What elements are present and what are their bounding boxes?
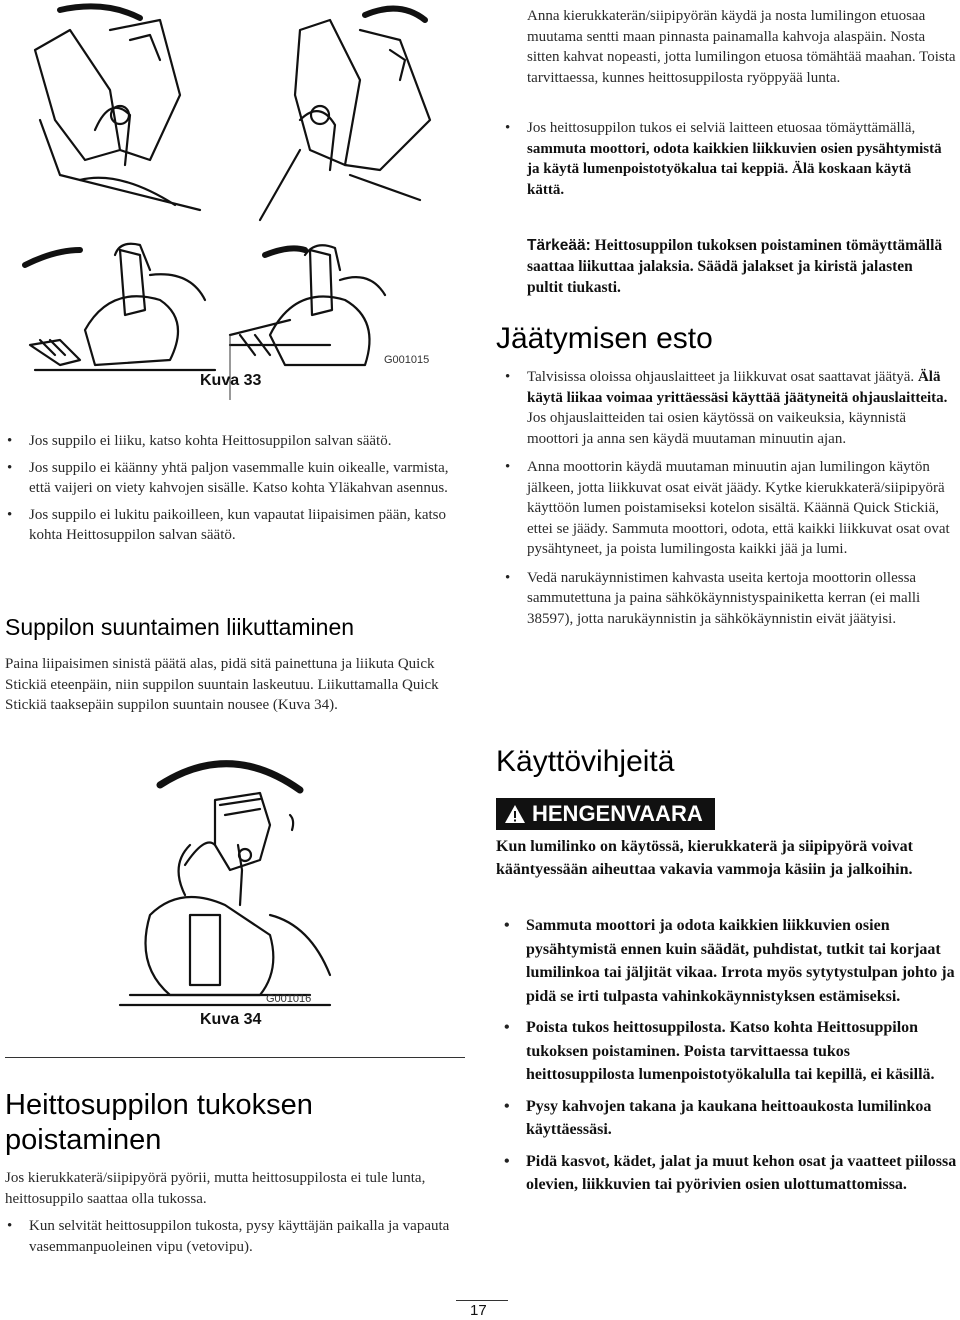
right-continuation-paragraph: Anna kierukkaterän/siipipyörän käydä ja nosta lumilingon etuosaa muutama sentti maan pinnasta painamalla kahvoja alaspäin. Nosta sitten kahvat nopeasti, jotta lumilingon etuosa tömähtää maahan. Toista tarvittaessa, kunnes heittosuppilosta ryöppyää lunta. <box>527 8 956 86</box>
list-item: • Pysy kahvojen takana ja kaukana heittoaukosta lumilinkoa käyttäessäsi. <box>502 1095 957 1142</box>
list-item: • Pidä kasvot, kädet, jalat ja muut kehon osat ja vaatteet piilossa olevien, liikkuvien tai pyörivien osien ulottumattomissa. <box>502 1150 957 1197</box>
list-item: • Jos suppilo ei käänny yhtä paljon vasemmalle kuin oikealle, varmista, että vaijeri on viety kahvojen sisälle. Katso kohta Yläkahvan asennus. <box>5 458 460 499</box>
figure-34-caption: Kuva 34 <box>200 1011 262 1028</box>
important-text: Heittosuppilon tukoksen poistaminen tömäyttämällä saattaa liikuttaa jalaksia. Säädä jalakset ja kiristä jalasten pultit tiukasti. <box>527 237 943 296</box>
clearing-paragraph: Jos kierukkaterä/siipipyörä pyörii, mutta heittosuppilosta ei tule lunta, heittosuppilo saattaa olla tukossa. <box>5 1170 426 1207</box>
tips-bullets <box>502 914 957 1203</box>
section-heading-tips: Käyttövihjeitä <box>496 745 675 778</box>
danger-label-box <box>496 798 715 830</box>
section-heading-clearing-line1: Heittosuppilon tukoksen <box>5 1089 313 1121</box>
freeze-b1-normal: Talvisissa oloissa ohjauslaitteet ja liikkuvat osat saattavat jäätyä. <box>527 369 918 385</box>
list-item <box>503 367 953 449</box>
danger-label: HENGENVAARA <box>532 801 703 826</box>
bullet-normal-text: Jos heittosuppilon tukos ei selviä laitteen etuosaa tömäyttämällä, <box>527 120 916 136</box>
list-item: • Jos suppilo ei lukitu paikoilleen, kun vapautat liipaisimen pään, katso kohta Heittosuppilon salvan säätö. <box>5 505 460 546</box>
bullet-bold-text: sammuta moottori, odota kaikkien liikkuvien osien pysähtymistä ja käytä lumenpoistotyökalua tai keppiä. Älä koskaan käytä kättä. <box>527 140 942 198</box>
page-number-rule <box>456 1300 508 1301</box>
chute-direction-paragraph: Paina liipaisimen sinistä päätä alas, pidä sitä painettuna ja liikuta Quick Stickiä eteenpäin, niin suppilon suuntain laskeutuu. Liikuttamalla Quick Stickiä taaksepäin suppilon suuntain nousee (Kuva 34). <box>5 656 439 713</box>
figure-33-illustration <box>0 0 470 400</box>
section-heading-clearing <box>5 1088 313 1158</box>
list-item: • Sammuta moottori ja odota kaikkien liikkuvien osien pysähtymistä ennen kuin säädät, puhdistat, tutkit tai korjaat lumilinkoa tai jäljität vikaa. Irrota myös sytytystulpan johto ja pidä se irti tulpasta vahinkokäynnistyksen estämiseksi. <box>502 914 957 1008</box>
freeze-bullets <box>503 367 953 635</box>
figure-33-code: G001015 <box>384 354 430 366</box>
list-item: • Poista tukos heittosuppilosta. Katso kohta Heittosuppilon tukoksen poistaminen. Poista tarvittaessa tukos heittosuppilosta lumenpoistotyökalulla tai kepillä, ei käsillä. <box>502 1016 957 1087</box>
danger-text: Kun lumilinko on käytössä, kierukkaterä ja siipipyörä voivat kääntyessään aiheuttaa vakavia vammoja käsiin ja jalkoihin. <box>496 838 913 878</box>
figure-34-rule <box>5 1057 465 1058</box>
list-item: • Jos suppilo ei liiku, katso kohta Heittosuppilon salvan säätö. <box>5 431 460 452</box>
clearing-bullets <box>5 1216 460 1263</box>
list-item: • Vedä narukäynnistimen kahvasta useita kertoja moottorin ollessa sammutettuna ja paina sähkökäynnistyspainiketta kerran (ei malli 38597), jotta narukäynnistin ja sähkökäynnistin eivät jäätyisi. <box>503 568 953 630</box>
figure-34-illustration <box>110 745 350 1045</box>
section-heading-clearing-line2: poistaminen <box>5 1124 162 1156</box>
freeze-b1-bold: Älä käytä liikaa voimaa yrittäessäsi käyttää jäätyneitä ohjauslaitteita. <box>527 369 948 406</box>
section-heading-freeze: Jäätymisen esto <box>496 322 713 355</box>
freeze-b1-tail: Jos ohjauslaitteiden tai osien käytössä on vaikeuksia, käynnistä moottori ja anna sen käydä muutaman minuutin ajan. <box>527 410 907 447</box>
figure-34-code: G001016 <box>266 993 312 1005</box>
left-bullets-top <box>5 431 460 552</box>
important-note <box>527 235 952 298</box>
figure-33-caption: Kuva 33 <box>200 372 262 389</box>
warning-triangle-icon <box>504 804 526 824</box>
page-number: 17 <box>470 1302 487 1319</box>
figure-34 <box>110 745 350 1045</box>
list-item <box>503 118 948 200</box>
list-item: • Anna moottorin käydä muutaman minuutin ajan lumilingon käytön jälkeen, jotta liikkuvat osat eivät jäädy. Kytke kierukkaterä/siipipyörä käyttöön lumen poistamiseksi kotelon sisältä. Käännä Quick Stickiä, ettei se jäädy. Sammuta moottori, odota, että kaikki liikkuvat osat ovat pysähtyneet, ja poista lumilingosta kaikki jää ja lumi. <box>503 457 953 560</box>
list-item: • Kun selvität heittosuppilon tukosta, pysy käyttäjän paikalla ja vapauta vasemmanpuoleinen vipu (vetovipu). <box>5 1216 460 1257</box>
important-label: Tärkeää: <box>527 237 591 254</box>
right-top-bullets <box>503 118 948 206</box>
figure-33 <box>0 0 470 400</box>
section-heading-chute-direction: Suppilon suuntaimen liikuttaminen <box>5 614 355 640</box>
